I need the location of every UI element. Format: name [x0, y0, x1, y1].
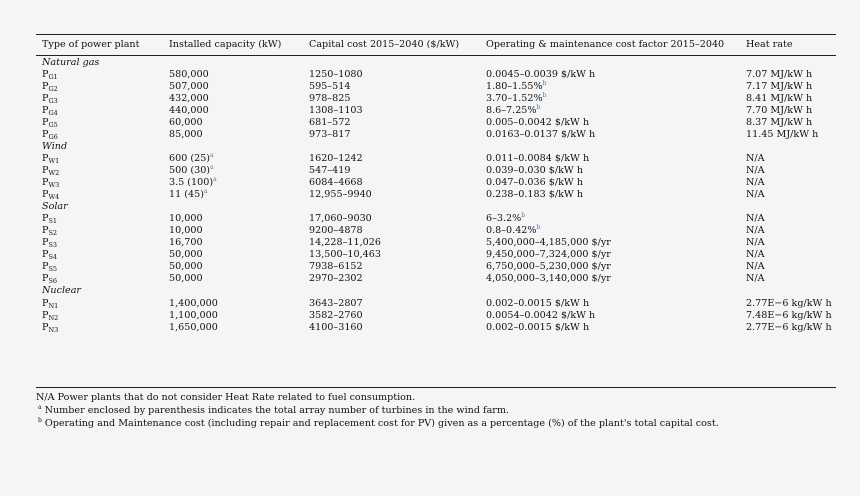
header-capacity: Installed capacity (kW): [169, 39, 282, 50]
installed-capacity-value: 10,000: [169, 225, 203, 237]
heat-rate: 8.41 MJ/kW h: [746, 92, 813, 104]
plant-id-subscript: S4: [48, 253, 58, 262]
plant-id: [42, 105, 58, 117]
footnote-marker: a: [213, 175, 217, 183]
capital-cost: 12,955–9940: [309, 189, 372, 201]
installed-capacity: [169, 249, 203, 261]
capital-cost: 978–825: [309, 92, 351, 104]
plant-id-subscript: G1: [48, 72, 58, 81]
heat-rate: N/A: [746, 273, 765, 285]
heat-rate: 11.45 MJ/kW h: [746, 128, 819, 140]
installed-capacity: [169, 213, 203, 225]
installed-capacity-value: 1,650,000: [169, 321, 218, 333]
plant-id: [42, 237, 57, 249]
footnote-text: N/A Power plants that do not consider Heat Rate related to fuel consumption.: [36, 392, 416, 403]
installed-capacity-value: 16,700: [169, 237, 203, 249]
capital-cost: 1308–1103: [309, 104, 363, 116]
installed-capacity-value: 432,000: [169, 92, 209, 104]
capital-cost: 973–817: [309, 128, 351, 140]
installed-capacity-value: 1,400,000: [169, 297, 218, 309]
installed-capacity: [169, 237, 203, 249]
plant-id: [42, 225, 57, 237]
plant-id-subscript: W2: [48, 168, 60, 177]
om-cost-value: 0.8–0.42%: [486, 225, 537, 237]
om-cost-value: 9,450,000–7,324,000 $/yr: [486, 249, 611, 261]
installed-capacity-value: 440,000: [169, 104, 209, 116]
plant-id-letter: P: [42, 80, 49, 92]
footnote-marker: b: [536, 224, 541, 231]
om-cost-factor: [486, 117, 589, 129]
capital-cost: 1250–1080: [309, 68, 363, 80]
plant-id-subscript: W4: [48, 193, 60, 202]
installed-capacity: [169, 81, 209, 93]
capital-cost: 547–419: [309, 164, 351, 176]
capital-cost: 1620–1242: [309, 152, 363, 164]
plant-id: [42, 81, 58, 93]
om-cost-factor: [486, 129, 595, 141]
footnote-marker: a: [210, 163, 214, 171]
heat-rate: N/A: [746, 177, 765, 188]
om-cost-value: 0.0054–0.0042 $/kW h: [486, 309, 596, 321]
footnote-text: Number enclosed by parenthesis indicates the total array number of turbines in the wind farm.: [44, 405, 510, 416]
heat-rate: N/A: [746, 152, 765, 164]
heat-rate: N/A: [746, 249, 765, 261]
installed-capacity-value: 11 (45): [169, 189, 204, 201]
header-bottom-rule: [36, 55, 836, 56]
installed-capacity: [169, 273, 203, 285]
footnote-marker: b: [542, 91, 547, 99]
om-cost-value: 0.011–0.0084 $/kW h: [486, 152, 590, 164]
plant-id-subscript: S1: [48, 217, 58, 226]
table-top-rule: [36, 34, 836, 35]
installed-capacity: [169, 177, 217, 189]
section-label: Natural gas: [42, 56, 100, 68]
plant-id-letter: P: [42, 261, 49, 273]
plant-id: [42, 298, 58, 310]
installed-capacity-value: 50,000: [169, 273, 203, 285]
om-cost-value: 3.70–1.52%: [486, 92, 543, 104]
plant-id-letter: P: [42, 189, 49, 201]
plant-id-letter: P: [42, 177, 49, 188]
om-cost-factor: [486, 189, 583, 201]
plant-id: [42, 69, 58, 81]
plant-id: [42, 153, 59, 165]
footnote-marker: a: [210, 151, 214, 159]
plant-id-subscript: G6: [48, 132, 58, 141]
capital-cost: 14,228–11,026: [309, 237, 381, 249]
heat-rate: 7.48E−6 kg/kW h: [746, 309, 832, 321]
plant-id: [42, 93, 58, 105]
plant-id-letter: P: [42, 213, 49, 225]
installed-capacity: [169, 117, 203, 129]
header-om: Operating & maintenance cost factor 2015–2040: [486, 39, 725, 50]
om-cost-value: 0.002–0.0015 $/kW h: [486, 321, 590, 333]
plant-id-letter: P: [42, 309, 49, 321]
installed-capacity-value: 3.5 (100): [169, 177, 214, 188]
plant-id: [42, 129, 58, 141]
installed-capacity-value: 85,000: [169, 128, 203, 140]
om-cost-factor: [486, 273, 611, 285]
capital-cost: 17,060–9030: [309, 213, 372, 225]
installed-capacity: [169, 129, 203, 141]
plant-id: [42, 189, 59, 201]
om-cost-value: 8.6–7.25%: [486, 104, 537, 116]
capital-cost: 3582–2760: [309, 309, 363, 321]
om-cost-value: 0.002–0.0015 $/kW h: [486, 297, 590, 309]
plant-id: [42, 261, 57, 273]
om-cost-value: 0.0045–0.0039 $/kW h: [486, 68, 596, 80]
heat-rate: N/A: [746, 237, 765, 249]
heat-rate: 7.17 MJ/kW h: [746, 80, 813, 92]
installed-capacity-value: 10,000: [169, 213, 203, 225]
plant-id-letter: P: [42, 225, 49, 237]
table-footnote: [38, 405, 509, 417]
plant-id-letter: P: [42, 152, 49, 164]
footnote-marker: b: [542, 79, 547, 87]
installed-capacity: [169, 153, 214, 165]
plant-id-subscript: N2: [48, 313, 59, 322]
om-cost-value: 0.238–0.183 $/kW h: [486, 189, 584, 201]
header-type: Type of power plant: [42, 39, 140, 50]
section-label: Nuclear: [42, 285, 81, 297]
footnote-marker: b: [536, 103, 541, 111]
section-label: Wind: [42, 140, 68, 152]
footnote-marker: b: [521, 211, 526, 219]
om-cost-factor: [486, 249, 611, 261]
plant-id-subscript: S2: [48, 229, 58, 238]
plant-id-subscript: S3: [48, 241, 58, 250]
footnote-marker: a: [203, 187, 208, 195]
om-cost-factor: [486, 237, 611, 249]
plant-id-letter: P: [42, 321, 49, 333]
plant-id-subscript: W1: [48, 156, 60, 165]
om-cost-value: 4,050,000–3,140,000 $/yr: [486, 273, 611, 285]
om-cost-value: 0.005–0.0042 $/kW h: [486, 116, 590, 128]
heat-rate: N/A: [746, 213, 765, 225]
installed-capacity: [169, 69, 209, 81]
om-cost-value: 6,750,000–5,230,000 $/yr: [486, 261, 611, 273]
installed-capacity-value: 50,000: [169, 249, 203, 261]
plant-id: [42, 213, 57, 225]
plant-id-subscript: N3: [48, 325, 59, 334]
table-bottom-rule: [36, 387, 836, 388]
heat-rate: N/A: [746, 164, 765, 176]
om-cost-factor: [486, 81, 546, 93]
plant-id: [42, 177, 59, 189]
plant-id-subscript: W3: [48, 181, 60, 189]
installed-capacity: [169, 310, 218, 322]
table-footnote: [38, 418, 719, 430]
om-cost-value: 1.80–1.55%: [486, 80, 543, 92]
heat-rate: 2.77E−6 kg/kW h: [746, 297, 832, 309]
om-cost-factor: [486, 298, 589, 310]
header-heat: Heat rate: [746, 39, 793, 50]
heat-rate: N/A: [746, 261, 765, 273]
installed-capacity: [169, 261, 203, 273]
heat-rate: N/A: [746, 189, 765, 201]
om-cost-value: 0.0163–0.0137 $/kW h: [486, 128, 596, 140]
footnote-text: Operating and Maintenance cost (including repair and replacement cost for PV) given as a percentage (%) of the plant's total capital cost.: [44, 418, 719, 429]
plant-id-letter: P: [42, 128, 49, 140]
installed-capacity: [169, 322, 218, 334]
om-cost-factor: [486, 153, 589, 165]
capital-cost: 2970–2302: [309, 273, 363, 285]
om-cost-factor: [486, 322, 589, 334]
om-cost-factor: [486, 225, 540, 237]
heat-rate: 7.70 MJ/kW h: [746, 104, 813, 116]
heat-rate: 2.77E−6 kg/kW h: [746, 321, 832, 333]
installed-capacity-value: 500 (30): [169, 164, 211, 176]
plant-id: [42, 310, 58, 322]
heat-rate: 7.07 MJ/kW h: [746, 68, 813, 80]
footnote-mark: a: [38, 403, 42, 411]
installed-capacity-value: 507,000: [169, 80, 209, 92]
plant-id: [42, 249, 57, 261]
installed-capacity-value: 50,000: [169, 261, 203, 273]
capital-cost: 13,500–10,463: [309, 249, 381, 261]
installed-capacity: [169, 165, 214, 177]
installed-capacity-value: 600 (25): [169, 152, 211, 164]
plant-id-letter: P: [42, 92, 49, 104]
om-cost-factor: [486, 105, 540, 117]
om-cost-factor: [486, 261, 611, 273]
capital-cost: 6084–4668: [309, 177, 363, 188]
capital-cost: 681–572: [309, 116, 351, 128]
capital-cost: 9200–4878: [309, 225, 363, 237]
plant-id-subscript: S5: [48, 265, 58, 274]
plant-id-letter: P: [42, 273, 49, 285]
plant-id-subscript: G2: [48, 84, 58, 93]
plant-id: [42, 322, 58, 334]
installed-capacity: [169, 93, 209, 105]
plant-id-letter: P: [42, 249, 49, 261]
heat-rate: N/A: [746, 225, 765, 237]
om-cost-factor: [486, 69, 595, 81]
installed-capacity-value: 60,000: [169, 116, 203, 128]
plant-id-subscript: N1: [48, 301, 59, 310]
header-capital: Capital cost 2015–2040 ($/kW): [309, 39, 460, 50]
plant-id-letter: P: [42, 297, 49, 309]
om-cost-value: 6–3.2%: [486, 213, 522, 225]
om-cost-factor: [486, 165, 583, 177]
plant-id-subscript: G3: [48, 96, 58, 105]
installed-capacity: [169, 298, 218, 310]
plant-id-letter: P: [42, 237, 49, 249]
plant-id-letter: P: [42, 104, 49, 116]
om-cost-value: 0.039–0.030 $/kW h: [486, 164, 584, 176]
installed-capacity: [169, 105, 209, 117]
plant-id: [42, 117, 58, 129]
installed-capacity-value: 580,000: [169, 68, 209, 80]
om-cost-value: 5,400,000–4,185,000 $/yr: [486, 237, 611, 249]
plant-id-subscript: G4: [48, 108, 58, 117]
om-cost-factor: [486, 213, 525, 225]
installed-capacity: [169, 189, 208, 201]
plant-id-letter: P: [42, 164, 49, 176]
capital-cost: 7938–6152: [309, 261, 363, 273]
om-cost-factor: [486, 310, 595, 322]
plant-id: [42, 165, 59, 177]
plant-id-letter: P: [42, 68, 49, 80]
capital-cost: 4100–3160: [309, 321, 363, 333]
plant-id-subscript: G5: [48, 120, 58, 129]
plant-id-letter: P: [42, 116, 49, 128]
table-footnote: [36, 392, 415, 404]
footnote-mark: b: [38, 416, 42, 424]
plant-id: [42, 273, 57, 285]
capital-cost: 3643–2807: [309, 297, 363, 309]
om-cost-factor: [486, 177, 583, 189]
om-cost-value: 0.047–0.036 $/kW h: [486, 177, 584, 188]
heat-rate: 8.37 MJ/kW h: [746, 116, 813, 128]
section-label: Solar: [42, 201, 68, 213]
installed-capacity-value: 1,100,000: [169, 309, 218, 321]
installed-capacity: [169, 225, 203, 237]
plant-id-subscript: S6: [48, 277, 58, 286]
capital-cost: 595–514: [309, 80, 351, 92]
